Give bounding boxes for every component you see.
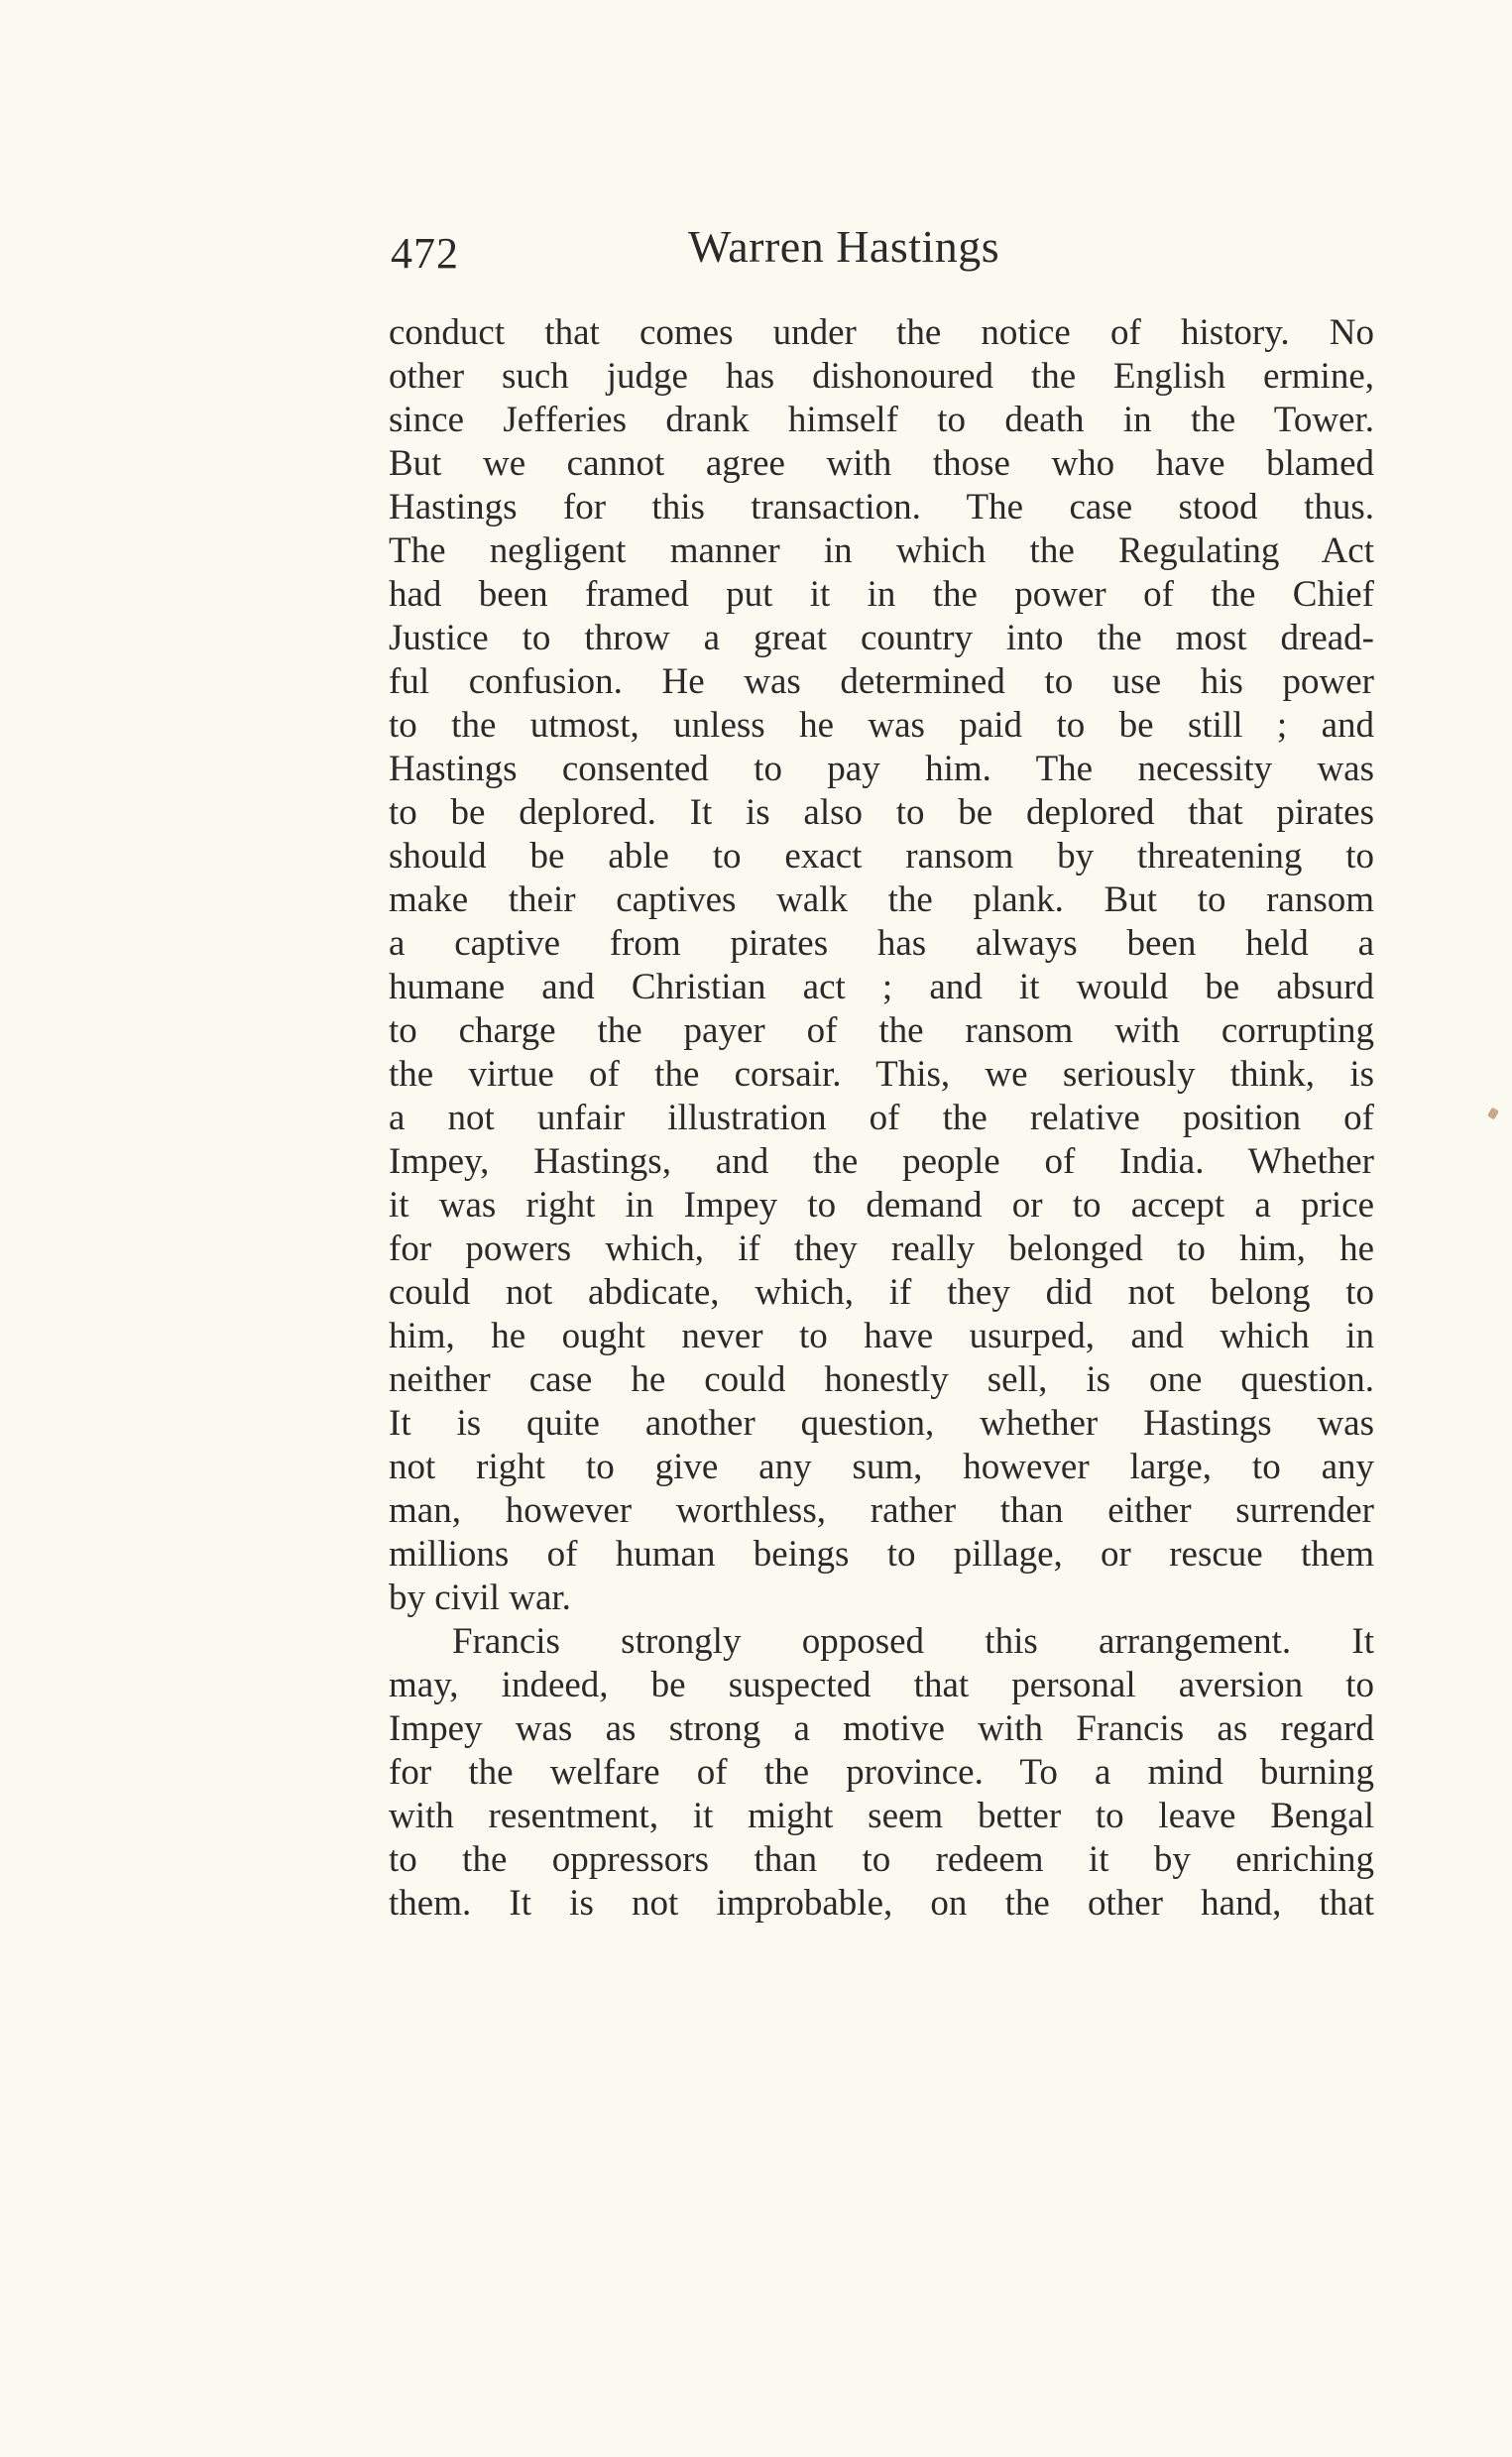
text-line: Impey, Hastings, and the people of India. Whether — [389, 1141, 1374, 1182]
running-title: Warren Hastings — [688, 221, 1000, 272]
text-line: millions of human beings to pillage, or rescue them — [389, 1534, 1374, 1575]
text-line: to the utmost, unless he was paid to be still ; and — [389, 705, 1374, 746]
text-line: Justice to throw a great country into the most dread- — [389, 618, 1374, 658]
paragraph-start-line: Francis strongly opposed this arrangement. It — [452, 1621, 1374, 1662]
text-line: it was right in Impey to demand or to accept a price — [389, 1185, 1374, 1226]
text-line: not right to give any sum, however large, to any — [389, 1447, 1374, 1487]
text-line: should be able to exact ransom by threatening to — [389, 836, 1374, 877]
text-line: him, he ought never to have usurped, and which in — [389, 1316, 1374, 1356]
text-line: humane and Christian act ; and it would be absurd — [389, 967, 1374, 1007]
text-line: make their captives walk the plank. But to ransom — [389, 879, 1374, 920]
text-line: with resentment, it might seem better to leave Bengal — [389, 1796, 1374, 1836]
text-line: a captive from pirates has always been held a — [389, 923, 1374, 964]
text-line: neither case he could honestly sell, is one question. — [389, 1359, 1374, 1400]
text-line: them. It is not improbable, on the other hand, that — [389, 1883, 1374, 1924]
text-line: man, however worthless, rather than either surrender — [389, 1490, 1374, 1531]
text-line: to be deplored. It is also to be deplored that pirates — [389, 792, 1374, 833]
text-line: It is quite another question, whether Hastings was — [389, 1403, 1374, 1444]
text-line: Hastings consented to pay him. The necessity was — [389, 749, 1374, 789]
text-line: Impey was as strong a motive with Francis as regard — [389, 1708, 1374, 1749]
text-line: to charge the payer of the ransom with corrupting — [389, 1010, 1374, 1051]
paragraph-end-line: by civil war. — [389, 1578, 571, 1618]
text-line: The negligent manner in which the Regulating Act — [389, 530, 1374, 571]
text-line: other such judge has dishonoured the English ermine, — [389, 356, 1374, 397]
page-number: 472 — [391, 229, 459, 278]
text-line: could not abdicate, which, if they did not belong to — [389, 1272, 1374, 1313]
text-line: ful confusion. He was determined to use his power — [389, 661, 1374, 702]
text-line: for powers which, if they really belonged to him, he — [389, 1228, 1374, 1269]
text-line: the virtue of the corsair. This, we seriously think, is — [389, 1054, 1374, 1095]
text-line: may, indeed, be suspected that personal aversion to — [389, 1665, 1374, 1705]
body-text — [389, 311, 1374, 1926]
text-line: to the oppressors than to redeem it by enriching — [389, 1839, 1374, 1880]
text-line: Hastings for this transaction. The case stood thus. — [389, 487, 1374, 527]
page-header — [391, 220, 1382, 290]
text-line: since Jefferies drank himself to death in the Tower. — [389, 400, 1374, 440]
text-line: for the welfare of the province. To a mind burning — [389, 1752, 1374, 1793]
text-line: conduct that comes under the notice of history. No — [389, 312, 1374, 353]
text-line: But we cannot agree with those who have blamed — [389, 443, 1374, 484]
text-line: a not unfair illustration of the relative position of — [389, 1098, 1374, 1138]
text-line: had been framed put it in the power of the Chief — [389, 574, 1374, 615]
margin-speck — [1487, 1108, 1499, 1120]
